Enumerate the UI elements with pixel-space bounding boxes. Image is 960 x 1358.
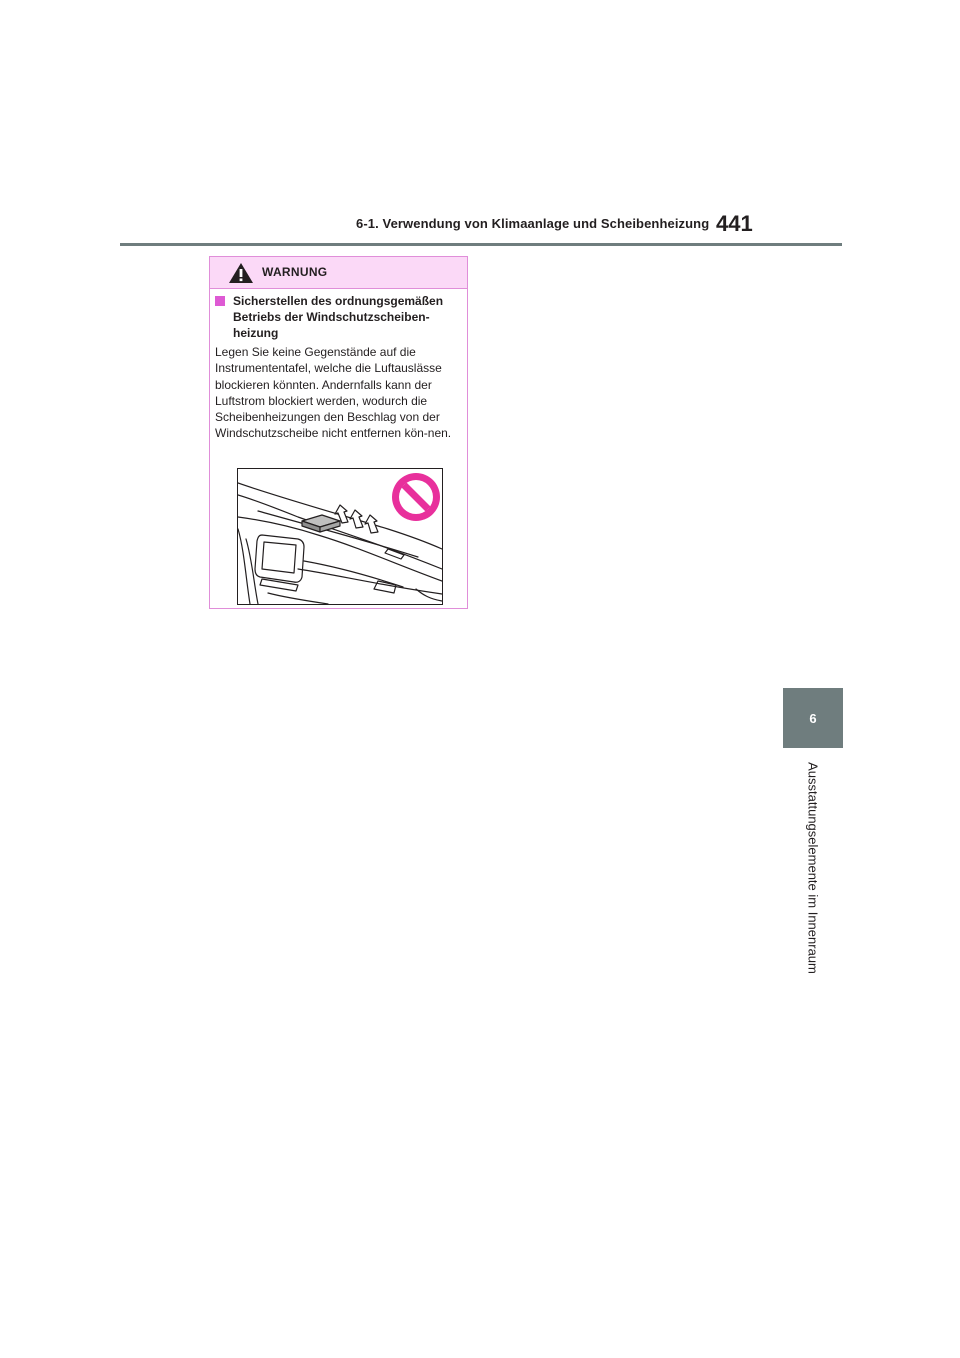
warning-body-text: Legen Sie keine Gegenstände auf die Instrumententafel, welche die Luftauslässe blockieren könnten. Andernfalls kann der Luftstrom blockiert werden, wodurch die Scheibenheizungen den Beschlag von der Windschutzscheibe nicht entfernen kön-nen. — [215, 345, 452, 441]
warning-box — [209, 256, 468, 609]
warning-triangle-icon — [228, 262, 254, 284]
warning-header — [210, 257, 467, 289]
dashboard-illustration — [237, 468, 443, 605]
warning-title: WARNUNG — [262, 265, 328, 279]
dashboard-drawing — [238, 469, 442, 604]
chapter-side-label: Ausstattungselemente im Innenraum — [805, 762, 821, 974]
section-title: 6-1. Verwendung von Klimaanlage und Scheibenheizung — [356, 216, 710, 231]
prohibition-icon — [392, 473, 440, 521]
chapter-number: 6 — [809, 710, 817, 726]
warning-heading — [215, 293, 463, 341]
page-number: 441 — [716, 211, 753, 236]
warning-heading-text: Sicherstellen des ordnungsgemäßen Betriebs der Windschutzscheiben-heizung — [233, 294, 444, 340]
square-bullet-icon — [215, 296, 225, 306]
chapter-tab — [783, 688, 843, 748]
header-divider — [120, 243, 842, 246]
